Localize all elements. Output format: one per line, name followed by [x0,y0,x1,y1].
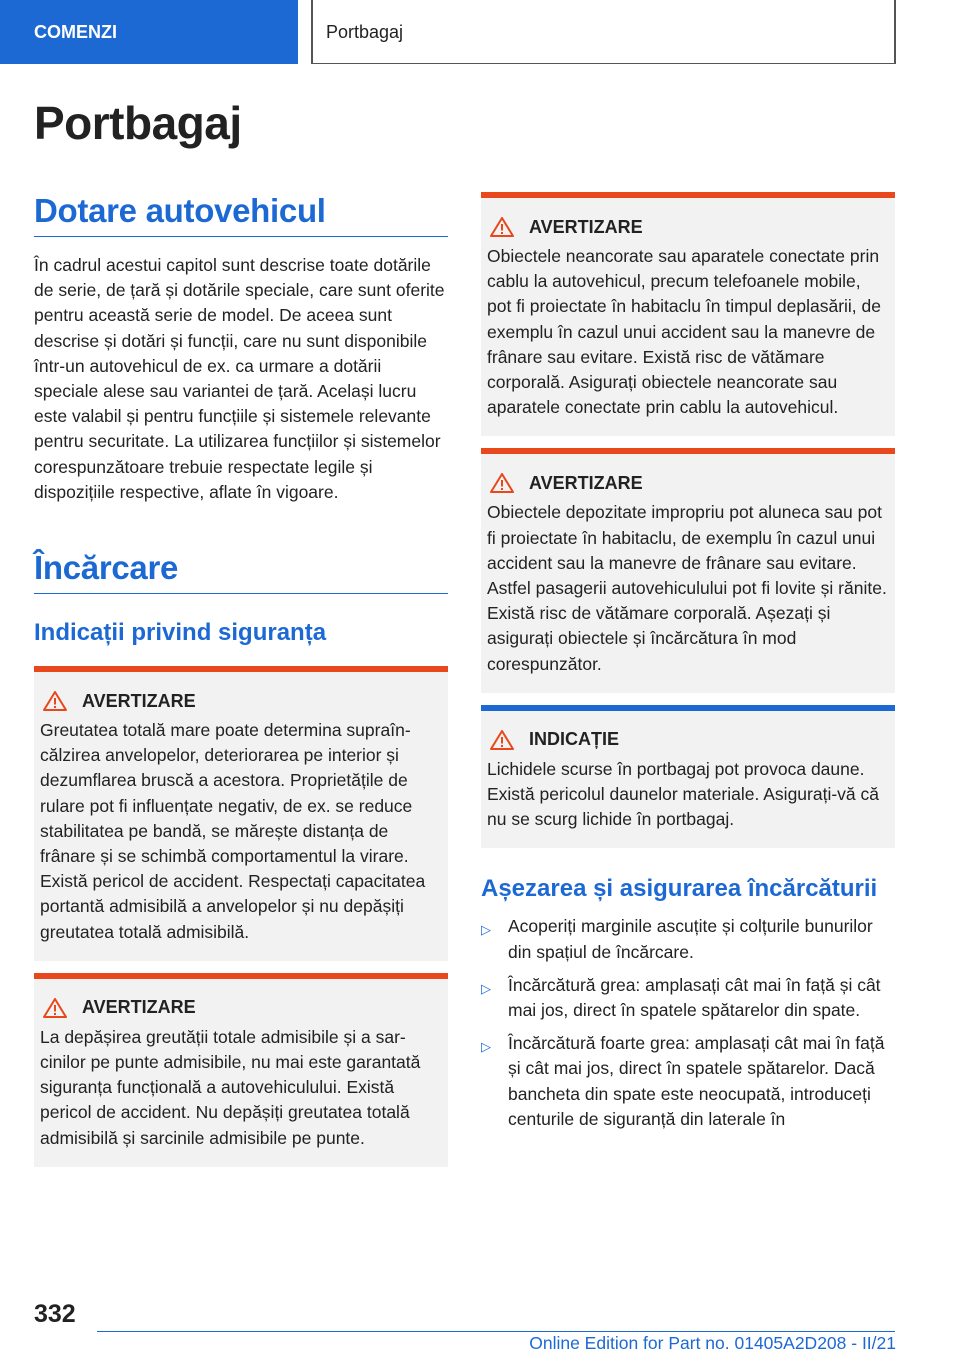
section-title-incarcare: Încărcare [34,549,448,594]
header-divider [311,0,313,64]
warning-box-4 [481,448,895,692]
chapter-tab-label: COMENZI [34,21,117,42]
list-item [481,973,895,1023]
warning-text: Greutatea totală mare poate determina supraîncălzirea anvelopelor, deteriorarea pe interior și dezumflarea bruscă a acestora. Proprietățile de rulare pot fi influențate negativ, de ex. se reduce stabilitatea pe bandă, se mărește distanța de frânare și se schimbă comportamentul la virare. Există pericol de accident. Respectați capacitatea portantă admisibilă a anvelopelor și nu depășiți greutatea totală admisibilă. [40,720,426,942]
warning-label: AVERTIZARE [82,690,196,711]
page-number: 332 [34,1300,76,1328]
warning-triangle-icon [489,472,515,494]
note-box [481,705,895,849]
note-label: INDICAȚIE [529,729,619,750]
warning-box-1 [34,666,448,961]
warning-box-3 [481,192,895,436]
list-item [481,1031,895,1132]
header-divider-right [894,0,896,64]
warning-header [487,472,887,494]
left-column [34,192,448,1167]
warning-box-2 [34,973,448,1167]
warning-text: Obiectele neancorate sau aparatele conectate prin cablu la autovehicul, precum telefoanele mobile, pot fi proiectate în habitaclu în timpul deplasării, de exemplu în cazul unui accident sau la manevre de frânare sau evitare. Există risc de vătămare corporală. Asigurați obiectele neancorate sau aparatele conectate prin cablu la autovehicul. [487,246,881,418]
warning-triangle-icon [489,216,515,238]
warning-label: AVERTIZARE [82,997,196,1018]
note-header [487,729,887,751]
warning-label: AVERTIZARE [529,216,643,237]
warning-triangle-icon [42,690,68,712]
warning-header [487,216,887,238]
right-column [481,192,895,1140]
bullet-list [481,914,895,1132]
list-item-text: Încărcătură grea: amplasați cât mai în față și cât mai jos, direct în spatele spătarelor din spate. [508,974,881,1021]
warning-text: Obiectele depozitate impropriu pot aluneca sau pot fi proiectate în habitaclu, de exemplu în cazul unui accident sau la manevre de frânare sau evitare. Astfel pasagerii autovehiculului pot fi lovite și rănite. Există risc de vătămare corporală. Așezați și asigurați obiectele și încărcătura în mod corespunzător. [487,502,887,674]
bullet-triangle-icon: ▷ [481,1039,491,1055]
bullet-triangle-icon: ▷ [481,922,491,938]
note-triangle-icon [489,729,515,751]
list-item-text: Acoperiți marginile ascuțite și colțurile bunurilor din spațiul de încărcare. [508,916,873,962]
list-item-text: Încărcătură foarte grea: amplasați cât mai în față și cât mai jos, direct în spatele spătarelor. Dacă bancheta din spate este neocupată, introduceți centurile de siguranță din laterale în [508,1033,885,1129]
footer-divider [97,1331,895,1332]
page-title: Portbagaj [34,97,242,149]
subsection-title-siguranta: Indicații privind siguranța [34,619,327,647]
warning-header [40,690,440,712]
warning-text: La depășirea greutății totale admisibile și a sarcinilor pe punte admisibile, nu mai este garantată siguranța funcțională a autovehiculului. Există pericol de accident. Nu depășiți greutatea totală admisibilă și sarcinile admisibile pe punte. [40,1026,421,1148]
list-item [481,914,895,964]
header-section-title: Portbagaj [326,21,404,42]
section-text-dotare: În cadrul acestui capitol sunt descrise toate dotările de serie, de țară și dotările speciale, care sunt oferite pentru această serie de model. De aceea sunt descrise și dotări și funcții, care nu sunt disponibile într-un autovehicul de ex. ca urmare a dotării speciale alese sau variantei de țară. Același lucru este valabil și pentru funcțiile și sistemele relevante pentru securitate. La utilizarea funcțiilor și sistemelor corespunzătoare trebuie respectate legile și dispozițiile respective, aflate în vigoare. [34,255,445,502]
warning-triangle-icon [42,997,68,1019]
footer-edition-link[interactable]: Online Edition for Part no. 01405A2D208 - II/21 [529,1333,896,1353]
chapter-tab[interactable] [0,0,298,64]
note-text: Lichidele scurse în portbagaj pot provoca daune. Există pericolul daunelor materiale. Asigurați-vă că nu se scurg lichide în portbagaj. [487,758,879,830]
warning-header [40,997,440,1019]
warning-label: AVERTIZARE [529,472,643,493]
bullet-triangle-icon: ▷ [481,980,491,996]
subsection-title-asezare: Așezarea și asigurarea încărcăturii [481,875,878,903]
section-title-dotare: Dotare autovehicul [34,192,448,237]
